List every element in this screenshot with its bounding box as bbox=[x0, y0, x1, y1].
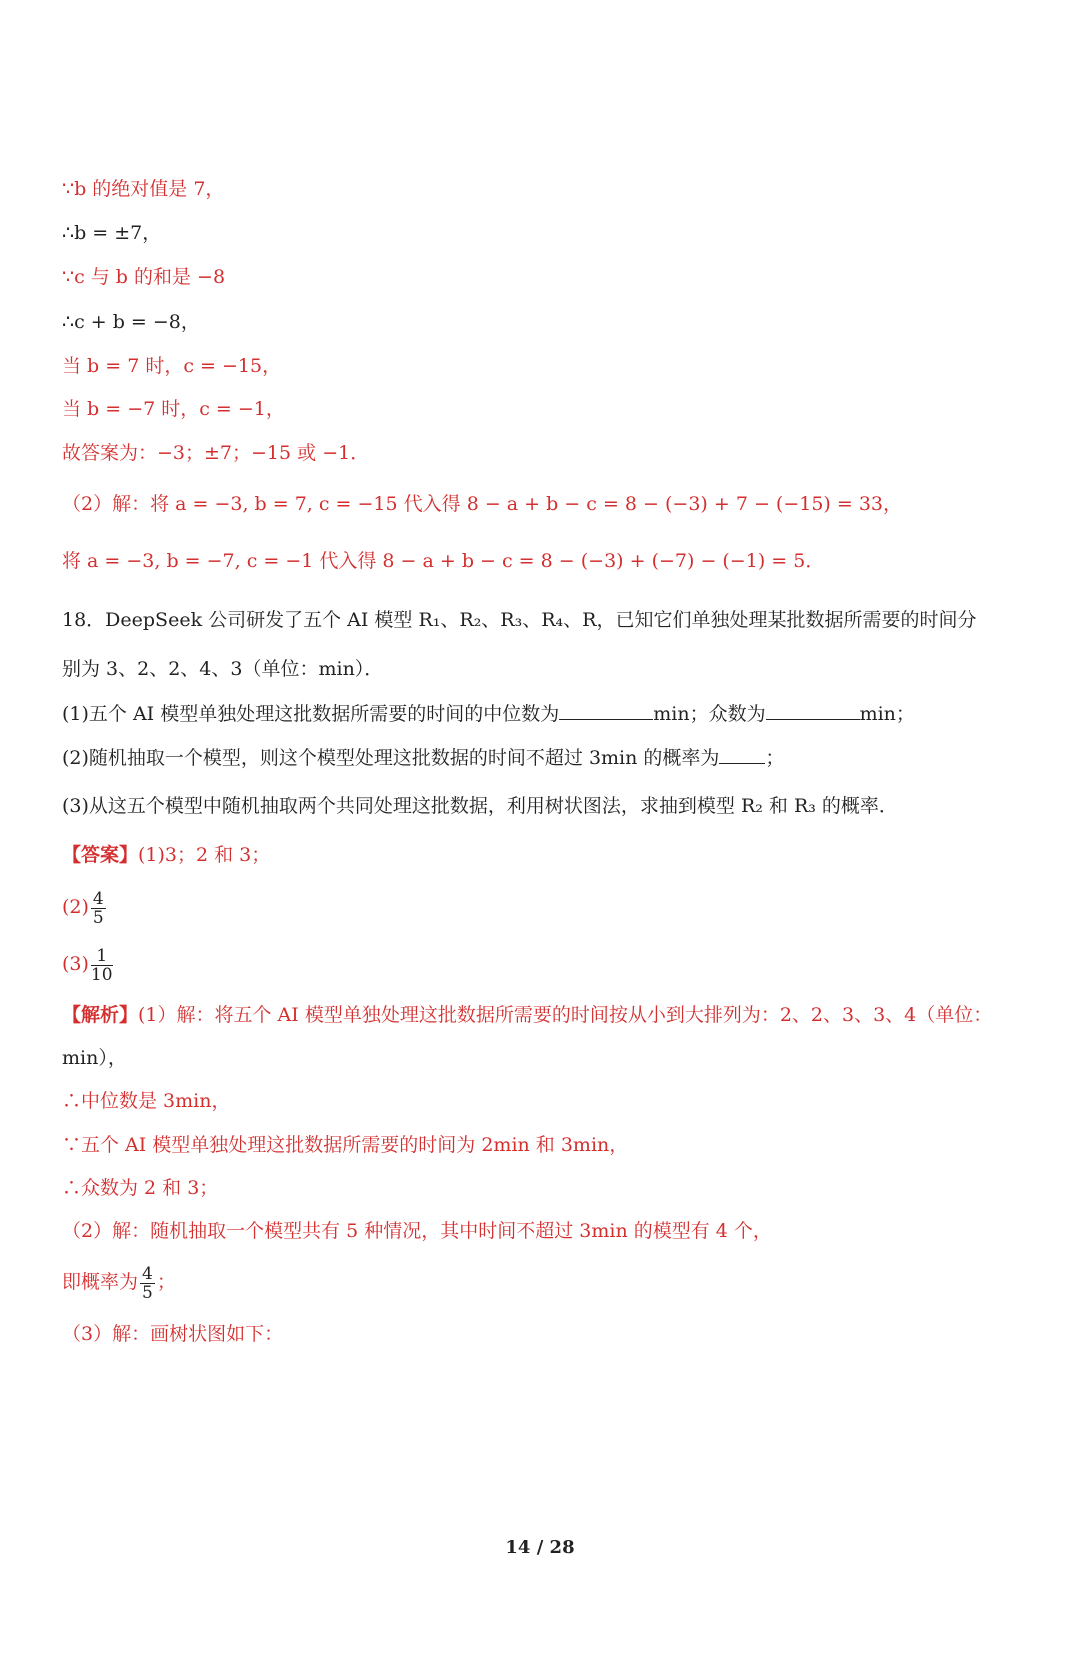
analysis-line-4: ∵五个 AI 模型单独处理这批数据所需要的时间为 2min 和 3min， bbox=[62, 1134, 629, 1156]
part1-text-2: min；众数为 bbox=[653, 703, 766, 725]
fraction-denominator: 5 bbox=[92, 907, 104, 928]
analysis-line-7 bbox=[62, 1261, 176, 1303]
answer-3-prefix: (3) bbox=[62, 953, 89, 975]
analysis-7-suffix: ； bbox=[156, 1271, 176, 1293]
part1-text: (1)五个 AI 模型单独处理这批数据所需要的时间的中位数为 bbox=[62, 703, 560, 725]
part2-text: (2)随机抽取一个模型，则这个模型处理这批数据的时间不超过 3min 的概率为 bbox=[62, 747, 720, 769]
analysis-tag: 【解析】 bbox=[62, 1004, 139, 1026]
question-18-stem: 18．DeepSeek 公司研发了五个 AI 模型 R₁、R₂、R₃、R₄、R，已知它们单独处理某批数据所需要的时间分 bbox=[62, 609, 977, 631]
answer-1: (1)3；2 和 3； bbox=[138, 844, 271, 866]
fraction-numerator: 1 bbox=[91, 947, 113, 966]
fraction-numerator: 4 bbox=[92, 888, 104, 909]
solution-line: ∴c + b = −8， bbox=[62, 311, 200, 333]
answer-line-1 bbox=[62, 843, 270, 867]
question-18-stem-cont: 别为 3、2、2、4、3（单位：min）． bbox=[62, 658, 384, 680]
solution-line: ∵c 与 b 的和是 −8 bbox=[62, 266, 226, 288]
mode-answer-blank bbox=[766, 701, 860, 720]
solution-line: 将 a = −3, b = −7, c = −1 代入得 8 − a + b − c = 8 − (−3) + (−7) − (−1) = 5． bbox=[62, 550, 825, 572]
analysis-line-2: min）， bbox=[62, 1047, 127, 1069]
page-number: 14 / 28 bbox=[505, 1537, 575, 1558]
solution-line: 故答案为：−3；±7；−15 或 −1． bbox=[62, 442, 370, 464]
analysis-7-prefix: 即概率为 bbox=[62, 1271, 139, 1293]
fraction bbox=[140, 1265, 155, 1302]
question-18-part1 bbox=[62, 701, 915, 726]
analysis-line-3: ∴中位数是 3min， bbox=[62, 1090, 231, 1112]
analysis-line-1 bbox=[62, 1003, 992, 1027]
answer-line-2 bbox=[62, 886, 108, 928]
fraction-numerator: 4 bbox=[142, 1263, 153, 1284]
fraction bbox=[91, 947, 113, 984]
solution-line: ∵b 的绝对值是 7， bbox=[62, 178, 225, 200]
analysis-line-8: （3）解：画树状图如下： bbox=[62, 1323, 284, 1345]
solution-line: 当 b = 7 时，c = −15， bbox=[62, 355, 282, 377]
analysis-line-5: ∴众数为 2 和 3； bbox=[62, 1177, 219, 1199]
answer-2-prefix: (2) bbox=[62, 896, 89, 918]
answer-tag: 【答案】 bbox=[62, 844, 139, 866]
analysis-line-6: （2）解：随机抽取一个模型共有 5 种情况，其中时间不超过 3min 的模型有 4 个， bbox=[62, 1220, 772, 1242]
probability-answer-blank bbox=[719, 745, 765, 764]
part2-text-2: ； bbox=[765, 747, 785, 769]
analysis-text: (1）解：将五个 AI 模型单独处理这批数据所需要的时间按从小到大排列为：2、2、3、3、4（单位： bbox=[138, 1004, 993, 1026]
fraction bbox=[91, 890, 106, 927]
median-answer-blank bbox=[559, 701, 653, 720]
fraction-denominator: 5 bbox=[142, 1282, 153, 1303]
solution-line: ∴b = ±7， bbox=[62, 222, 162, 244]
question-18-part2 bbox=[62, 745, 784, 770]
part1-text-3: min； bbox=[859, 703, 915, 725]
answer-line-3 bbox=[62, 943, 115, 985]
question-18-part3: (3)从这五个模型中随机抽取两个共同处理这批数据，利用树状图法，求抽到模型 R₂ 和 R₃ 的概率． bbox=[62, 795, 898, 817]
fraction-denominator: 10 bbox=[90, 964, 113, 985]
solution-line: （2）解：将 a = −3, b = 7, c = −15 代入得 8 − a + b − c = 8 − (−3) + 7 − (−15) = 33， bbox=[62, 493, 903, 515]
solution-line: 当 b = −7 时，c = −1， bbox=[62, 398, 285, 420]
